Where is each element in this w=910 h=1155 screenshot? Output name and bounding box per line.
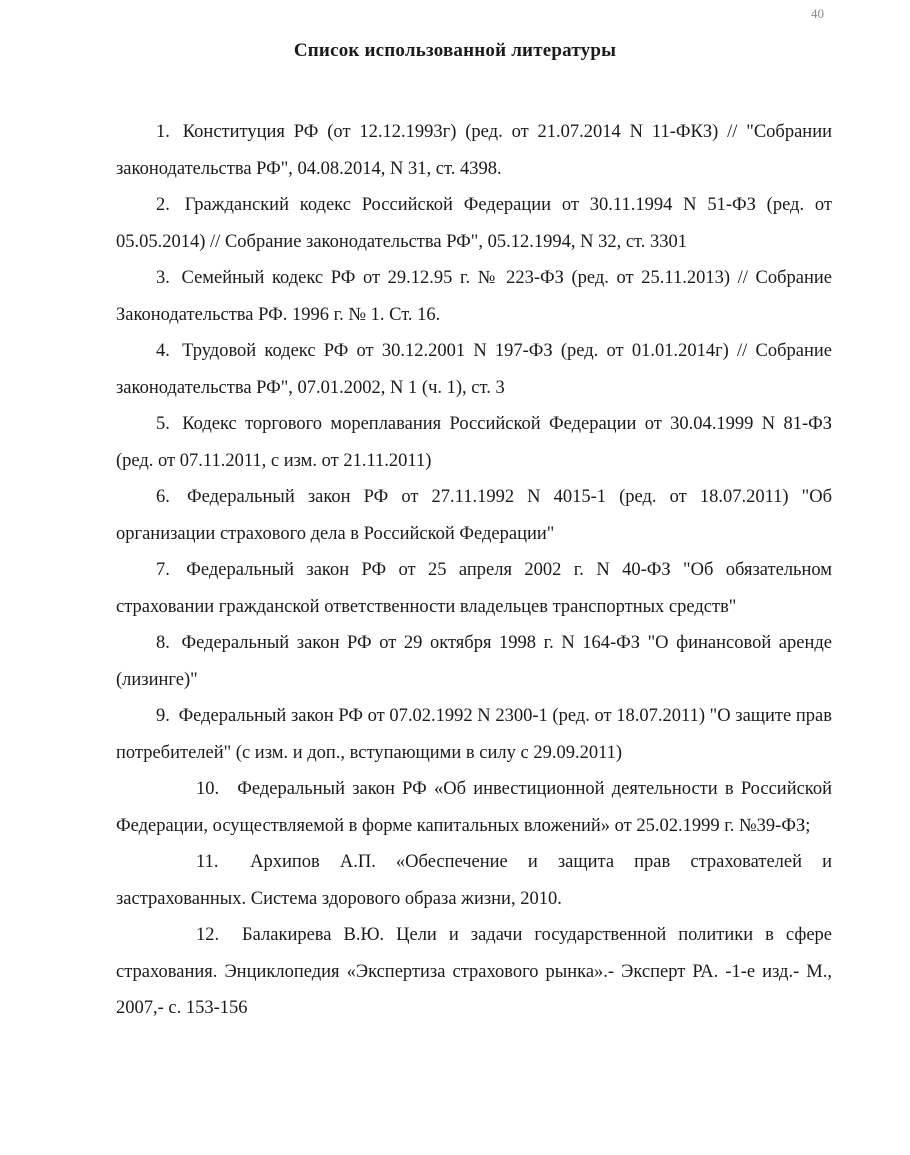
reference-item (116, 479, 832, 552)
reference-item (116, 333, 832, 406)
reference-number: 12. (196, 925, 220, 945)
reference-number: 4. (156, 341, 170, 361)
reference-text: Конституция РФ (от 12.12.1993г) (ред. от 21.07.2014 N 11-ФКЗ) // "Собрании законодательства РФ", 04.08.2014, N 31, ст. 4398. (116, 122, 833, 179)
reference-item (116, 698, 832, 771)
reference-number: 6. (156, 487, 170, 507)
reference-text: Архипов А.П. «Обеспечение и защита прав страхователей и застрахованных. Система здорового образа жизни, 2010. (116, 852, 833, 909)
reference-text: Балакирева В.Ю. Цели и задачи государственной политики в сфере страхования. Энциклопедия «Экспертиза страхового рынка».- Эксперт РА. -1-е изд.- М., 2007,- с. 153-156 (116, 925, 832, 1018)
reference-number: 8. (156, 633, 170, 653)
reference-item (116, 552, 832, 625)
reference-text: Федеральный закон РФ от 29 октября 1998 г. N 164-ФЗ "О финансовой аренде (лизинге)" (116, 633, 832, 690)
reference-item (116, 114, 832, 187)
reference-item (116, 260, 832, 333)
reference-item (116, 625, 832, 698)
reference-item (116, 187, 832, 260)
reference-text: Федеральный закон РФ «Об инвестиционной деятельности в Российской Федерации, осуществляемой в форме капитальных вложений» от 25.02.1999 г. №39-ФЗ; (116, 779, 833, 836)
reference-item (116, 844, 832, 917)
reference-number: 11. (196, 852, 219, 872)
reference-number: 2. (156, 195, 170, 215)
reference-text: Федеральный закон РФ от 27.11.1992 N 4015-1 (ред. от 18.07.2011) "Об организации страхового дела в Российской Федерации" (116, 487, 832, 544)
reference-number: 10. (196, 779, 220, 799)
page-number: 40 (811, 6, 824, 21)
reference-text: Гражданский кодекс Российской Федерации от 30.11.1994 N 51-ФЗ (ред. от 05.05.2014) // Собрание законодательства РФ", 05.12.1994, N 32, ст. 3301 (116, 195, 832, 252)
reference-text: Семейный кодекс РФ от 29.12.95 г. № 223-ФЗ (ред. от 25.11.2013) // Собрание Законодательства РФ. 1996 г. № 1. Ст. 16. (116, 268, 832, 325)
page-title: Список использованной литературы (293, 40, 617, 61)
reference-number: 5. (156, 414, 170, 434)
reference-item (116, 771, 832, 844)
reference-text: Кодекс торгового мореплавания Российской Федерации от 30.04.1999 N 81-ФЗ (ред. от 07.11.2011, с изм. от 21.11.2011) (116, 414, 833, 471)
reference-number: 3. (156, 268, 170, 288)
reference-number: 9. (156, 706, 170, 726)
reference-number: 1. (156, 122, 170, 142)
reference-text: Федеральный закон РФ от 07.02.1992 N 2300-1 (ред. от 18.07.2011) "О защите прав потребителей" (с изм. и доп., вступающими в силу с 29.09.2011) (116, 706, 833, 763)
reference-text: Трудовой кодекс РФ от 30.12.2001 N 197-ФЗ (ред. от 01.01.2014г) // Собрание законодательства РФ", 07.01.2002, N 1 (ч. 1), ст. 3 (116, 341, 832, 398)
reference-list (116, 114, 832, 1027)
reference-number: 7. (156, 560, 170, 580)
reference-item (116, 917, 832, 1027)
reference-text: Федеральный закон РФ от 25 апреля 2002 г. N 40-ФЗ "Об обязательном страховании гражданской ответственности владельцев транспортных средств" (116, 560, 832, 617)
reference-item (116, 406, 832, 479)
